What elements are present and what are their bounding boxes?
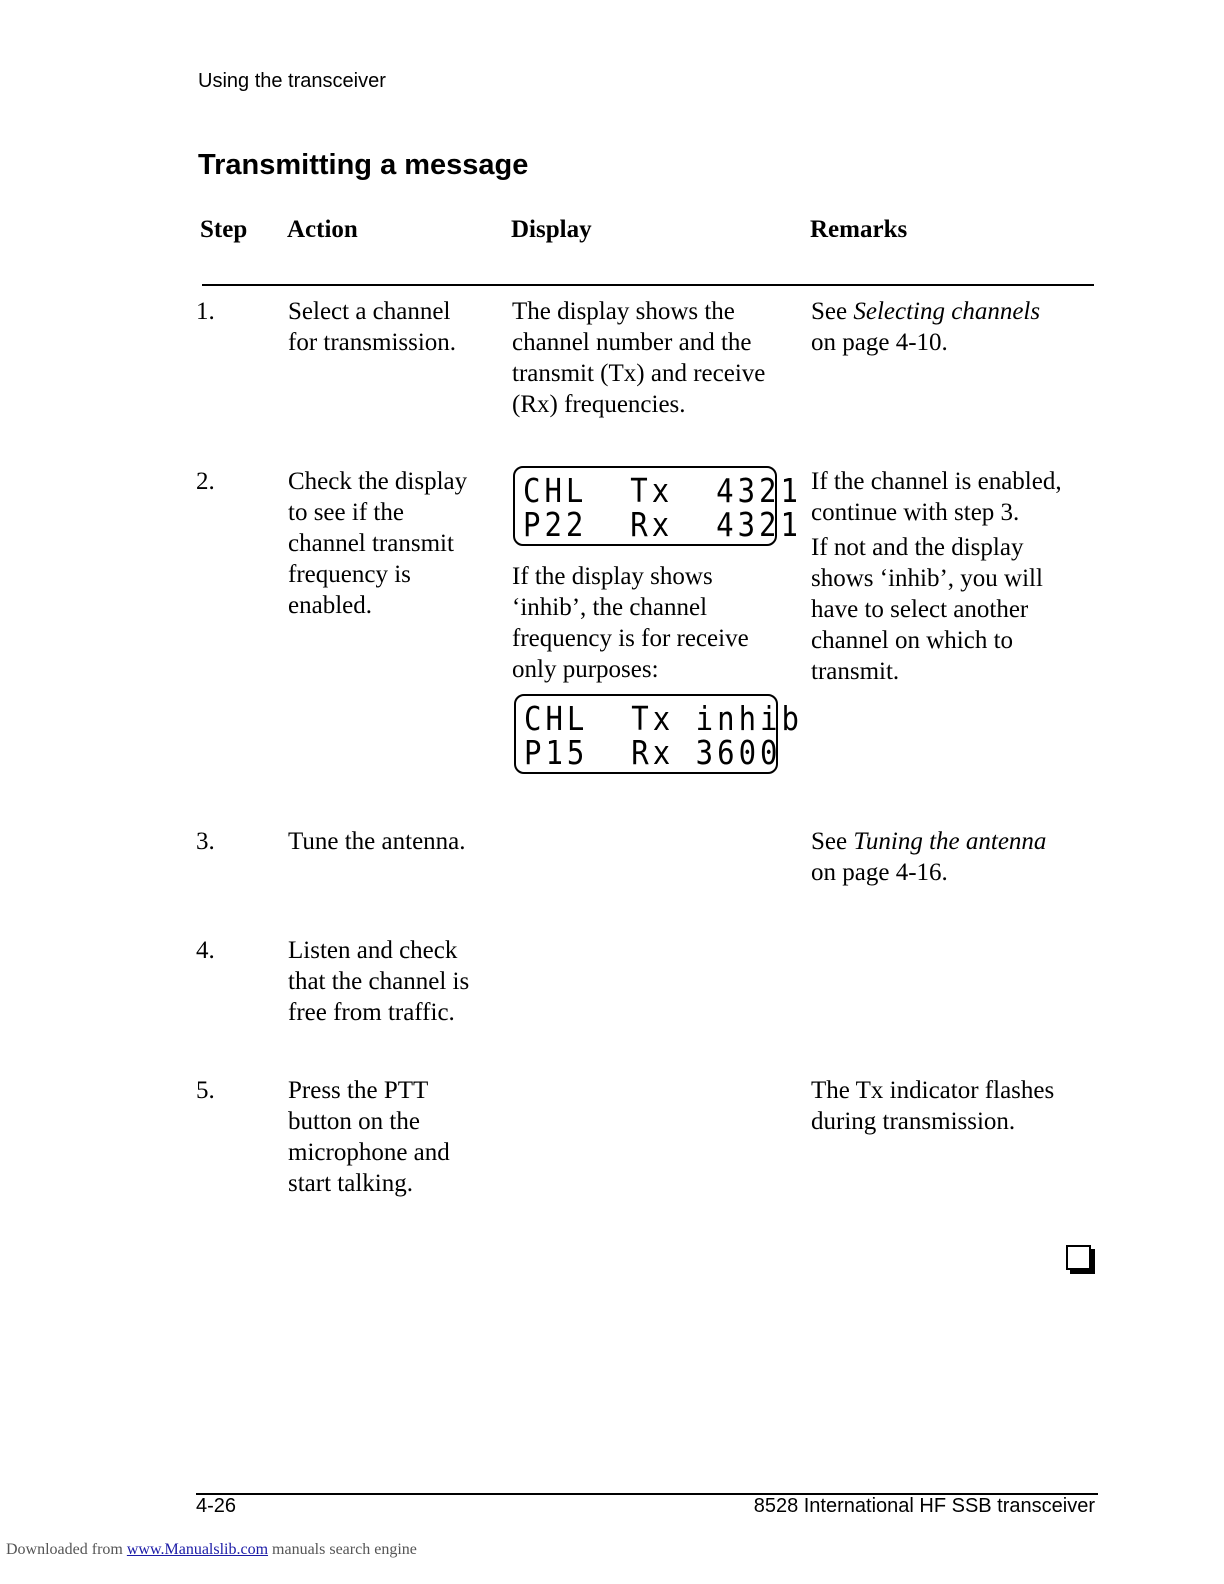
text-line: enabled. [288,592,372,619]
text-line: Tune the antenna. [288,828,466,855]
lcd-display-enabled [513,466,802,546]
step-display-text [512,296,765,420]
running-head: Using the transceiver [198,70,386,92]
text-line: that the channel is [288,968,470,995]
text-line: If the channel is enabled, [811,468,1062,495]
lcd-line: CHL Tx inhib [524,699,803,739]
text-line: Check the display [288,468,468,495]
step-remarks [811,466,1062,687]
step-number: 4. [196,937,215,964]
text-line: transmit. [811,658,900,685]
remark-prefix: See [811,828,854,855]
step-display-note [512,561,749,685]
text-line: If the display shows [512,563,713,590]
lcd-line: P22 Rx 4321 [523,505,802,545]
download-prefix: Downloaded from [6,1541,127,1558]
text-line: button on the [288,1108,420,1135]
text-line: transmit (Tx) and receive [512,360,766,387]
text-line: (Rx) frequencies. [512,391,686,418]
text-line: for transmission. [288,329,457,356]
step-number: 2. [196,468,215,495]
step-action [288,466,467,621]
text-line: The Tx indicator flashes [811,1077,1055,1104]
step-number: 1. [196,298,215,325]
page-number: 4-26 [196,1495,237,1517]
column-header-action: Action [287,216,358,243]
text-line: microphone and [288,1139,450,1166]
download-notice [6,1541,417,1559]
text-line: channel number and the [512,329,752,356]
text-line: continue with step 3. [811,499,1020,526]
step-remarks [811,296,1040,358]
text-line: The display shows the [512,298,735,325]
text-line: on page 4-10. [811,329,948,356]
text-line [811,296,1040,327]
text-line: free from traffic. [288,999,455,1026]
section-title: Transmitting a message [198,149,529,181]
text-line: on page 4-16. [811,859,948,886]
step-number: 3. [196,828,215,855]
step-action [288,826,466,857]
manualslib-link[interactable]: www.Manualslib.com [126,1541,269,1558]
cross-reference: Selecting channels [853,298,1041,325]
column-header-display: Display [511,216,592,243]
text-line: start talking. [288,1170,413,1197]
step-remarks [811,826,1046,888]
text-line: during transmission. [811,1108,1016,1135]
step-action [288,1075,450,1199]
column-header-remarks: Remarks [810,216,908,243]
text-line: Press the PTT [288,1077,429,1104]
text-line: If not and the display [811,534,1024,561]
step-action [288,935,469,1028]
step-action [288,296,456,358]
footer-product-name: 8528 International HF SSB transceiver [753,1495,1095,1517]
cross-reference: Tuning the antenna [853,828,1047,855]
header-divider [202,284,1094,286]
text-line: Listen and check [288,937,458,964]
text-line: only purposes: [512,656,659,683]
text-line [811,826,1046,857]
lcd-display-inhibited [514,694,803,774]
lcd-line: P15 Rx 3600 [524,733,782,773]
text-line: have to select another [811,596,1029,623]
remark-prefix: See [811,298,854,325]
text-line: shows ‘inhib’, you will [811,565,1043,592]
download-suffix: manuals search engine [268,1541,417,1558]
text-line: ‘inhib’, the channel [512,594,708,621]
lcd-line: CHL Tx 4321 [523,471,802,511]
step-remarks [811,1075,1054,1137]
end-of-section-icon [1066,1245,1091,1270]
column-header-step: Step [200,216,248,243]
text-line: channel transmit [288,530,454,557]
text-line: frequency is [288,561,411,588]
text-line: to see if the [288,499,404,526]
text-line: frequency is for receive [512,625,749,652]
step-number: 5. [196,1077,215,1104]
text-line: channel on which to [811,627,1014,654]
text-line: Select a channel [288,298,451,325]
